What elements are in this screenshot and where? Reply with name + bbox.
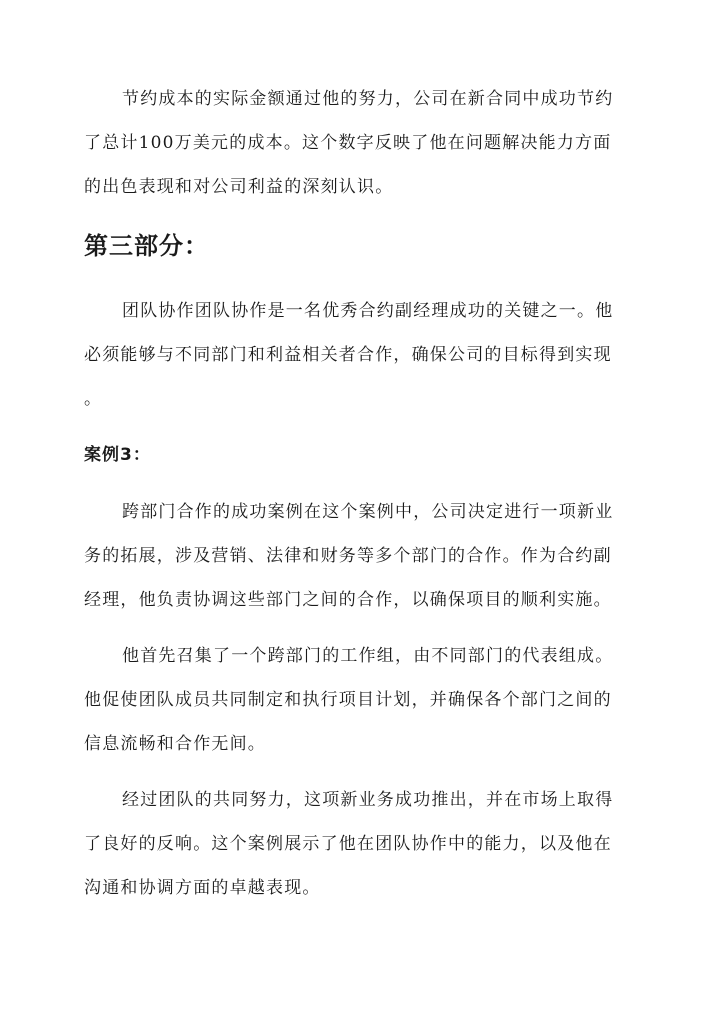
paragraph-line: 他首先召集了一个跨部门的工作组，由不同部门的代表组成。	[122, 646, 614, 666]
paragraph-line: 的出色表现和对公司利益的深刻认识。	[84, 177, 394, 197]
paragraph-line: 务的拓展，涉及营销、法律和财务等多个部门的合作。作为合约副	[84, 546, 612, 566]
paragraph-teamwork	[84, 289, 640, 421]
paragraph-line: 了总计100万美元的成本。这个数字反映了他在问题解决能力方面	[84, 133, 612, 153]
paragraph-line: 节约成本的实际金额通过他的努力，公司在新合同中成功节约	[122, 89, 614, 109]
paragraph-cross-department-case	[84, 490, 640, 622]
paragraph-line: 经过团队的共同努力，这项新业务成功推出，并在市场上取得	[122, 790, 614, 810]
paragraph-line: 他促使团队成员共同制定和执行项目计划，并确保各个部门之间的	[84, 690, 612, 710]
paragraph-line: 沟通和协调方面的卓越表现。	[84, 878, 321, 898]
paragraph-line: 。	[84, 389, 103, 409]
paragraph-cost-savings	[84, 77, 640, 209]
paragraph-line: 信息流畅和合作无间。	[84, 734, 266, 754]
case-heading-3: 案例3：	[84, 445, 151, 465]
section-heading-part-three: 第三部分：	[84, 232, 209, 260]
paragraph-outcome	[84, 778, 640, 910]
paragraph-line: 跨部门合作的成功案例在这个案例中，公司决定进行一项新业	[122, 502, 614, 522]
paragraph-line: 了良好的反响。这个案例展示了他在团队协作中的能力，以及他在	[84, 834, 612, 854]
paragraph-line: 经理，他负责协调这些部门之间的合作，以确保项目的顺利实施。	[84, 590, 612, 610]
paragraph-working-group	[84, 634, 640, 766]
paragraph-line: 团队协作团队协作是一名优秀合约副经理成功的关键之一。他	[122, 301, 614, 321]
paragraph-line: 必须能够与不同部门和利益相关者合作，确保公司的目标得到实现	[84, 345, 612, 365]
